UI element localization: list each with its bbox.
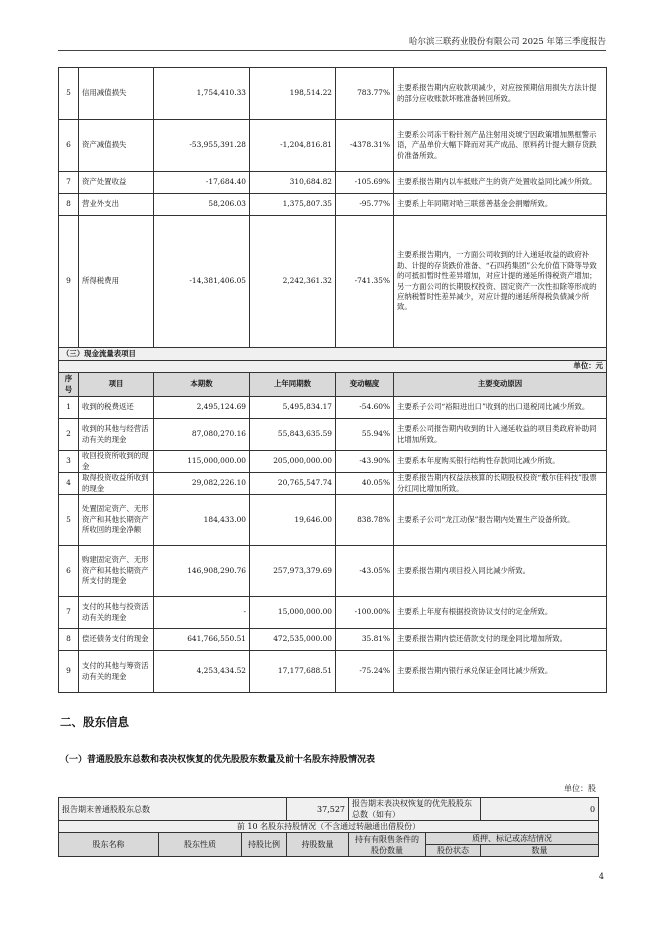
row-previous-value: 20,765,547.74 — [250, 473, 336, 495]
cashflow-section-title: （三）现金流量表项目 — [59, 348, 607, 361]
table-row — [59, 194, 607, 216]
row-number: 5 — [59, 495, 79, 546]
col-restricted-shares: 持有有限售条件的股份数量 — [349, 833, 426, 857]
row-number: 9 — [59, 651, 79, 693]
row-item: 营业外支出 — [79, 194, 154, 216]
row-current-value: 641,766,550.51 — [154, 629, 250, 651]
row-previous-value: 310,684.82 — [250, 172, 336, 194]
row-change-pct: -43.05% — [336, 546, 394, 597]
row-previous-value: -1,204,816.81 — [250, 120, 336, 172]
row-reason: 主要系子公司“龙江动保”报告期内处置生产设备所致。 — [394, 495, 607, 546]
row-reason: 主要系公司冻干粉针剂产品注射用炎琥宁因政策增加黑框警示语，产品单价大幅下降而对其产成品、原料药计提大额存货跌价准备所致。 — [394, 120, 607, 172]
row-current-value: 87,080,270.16 — [154, 419, 250, 451]
row-current-value: 184,433.00 — [154, 495, 250, 546]
row-current-value: -53,955,391.28 — [154, 120, 250, 172]
row-previous-value: 472,535,000.00 — [250, 629, 336, 651]
row-item: 支付的其他与投资活动有关的现金 — [79, 597, 154, 629]
row-current-value: 1,754,410.33 — [154, 68, 250, 120]
table-row — [59, 451, 607, 473]
row-change-pct: 783.77% — [336, 68, 394, 120]
row-previous-value: 198,514.22 — [250, 68, 336, 120]
row-number: 8 — [59, 629, 79, 651]
row-item: 收到的税费返还 — [79, 397, 154, 419]
col-pledge-status: 质押、标记或冻结情况 — [426, 833, 599, 845]
col-share-ratio: 持股比例 — [242, 833, 287, 857]
row-item: 所得税费用 — [79, 216, 154, 348]
page-number: 4 — [598, 872, 604, 881]
row-previous-value: 15,000,000.00 — [250, 597, 336, 629]
row-current-value: 2,495,124.69 — [154, 397, 250, 419]
row-reason: 主要系报告期内以车抵账产生的资产处置收益同比减少所致。 — [394, 172, 607, 194]
row-item: 收回投资所收到的现金 — [79, 451, 154, 473]
row-previous-value: 5,495,834.17 — [250, 397, 336, 419]
row-reason: 主要系报告期内偿还借款支付的现金同比增加所致。 — [394, 629, 607, 651]
row-item: 偿还债务支付的现金 — [79, 629, 154, 651]
row-change-pct: -75.24% — [336, 651, 394, 693]
cashflow-rows — [59, 397, 607, 693]
table-row — [59, 172, 607, 194]
table-row — [59, 495, 607, 546]
pref-shareholders-label: 报告期末表决权恢复的优先股股东总数（如有） — [349, 798, 481, 821]
row-previous-value: 257,973,379.69 — [250, 546, 336, 597]
col-header-reason: 主要变动原因 — [394, 373, 607, 397]
row-item: 处置固定资产、无形资产和其他长期资产所收回的现金净额 — [79, 495, 154, 546]
row-reason: 主要系本年度购买银行结构性存款同比减少所致。 — [394, 451, 607, 473]
row-current-value: 58,206.03 — [154, 194, 250, 216]
row-change-pct: 55.94% — [336, 419, 394, 451]
table-row — [59, 651, 607, 693]
shareholders-unit: 单位：股 — [564, 784, 596, 793]
row-change-pct: -105.69% — [336, 172, 394, 194]
pref-shareholders-value: 0 — [481, 798, 599, 821]
row-number: 8 — [59, 194, 79, 216]
row-current-value: -17,684.40 — [154, 172, 250, 194]
row-reason: 主要系报告期内项目投入同比减少所致。 — [394, 546, 607, 597]
row-number: 1 — [59, 397, 79, 419]
row-item: 资产处置收益 — [79, 172, 154, 194]
table-row — [59, 68, 607, 120]
row-current-value: 29,082,226.10 — [154, 473, 250, 495]
table-row — [59, 473, 607, 495]
col-shareholder-nature: 股东性质 — [159, 833, 242, 857]
row-reason: 主要系报告期内应收款项减少，对应按预期信用损失方法计提的部分应收账款坏账准备转回所致。 — [394, 68, 607, 120]
row-current-value: 4,253,434.52 — [154, 651, 250, 693]
row-change-pct: 35.81% — [336, 629, 394, 651]
col-header-previous: 上年同期数 — [250, 373, 336, 397]
row-previous-value: 205,000,000.00 — [250, 451, 336, 473]
row-item: 资产减值损失 — [79, 120, 154, 172]
table-row — [59, 120, 607, 172]
row-number: 5 — [59, 68, 79, 120]
row-change-pct: -54.60% — [336, 397, 394, 419]
row-previous-value: 2,242,361.32 — [250, 216, 336, 348]
row-number: 2 — [59, 419, 79, 451]
row-number: 7 — [59, 172, 79, 194]
total-shareholders-label: 报告期末普通股股东总数 — [59, 798, 287, 821]
row-change-pct: 40.05% — [336, 473, 394, 495]
col-header-no: 序号 — [59, 373, 79, 397]
row-number: 6 — [59, 546, 79, 597]
table-row — [59, 397, 607, 419]
row-number: 9 — [59, 216, 79, 348]
col-shareholder-name: 股东名称 — [59, 833, 159, 857]
row-current-value: -14,381,406.05 — [154, 216, 250, 348]
row-reason: 主要系上年同期对哈三联慈善基金会捐赠所致。 — [394, 194, 607, 216]
row-reason: 主要系报告期内银行承兑保证金同比减少所致。 — [394, 651, 607, 693]
income-rows — [59, 68, 607, 348]
row-current-value: 115,000,000.00 — [154, 451, 250, 473]
row-previous-value: 19,646.00 — [250, 495, 336, 546]
table-row — [59, 546, 607, 597]
row-number: 7 — [59, 597, 79, 629]
row-reason: 主要系子公司“裕阳进出口”收到的出口退税同比减少所致。 — [394, 397, 607, 419]
shareholders-table — [58, 797, 599, 857]
total-shareholders-value: 37,527 — [287, 798, 349, 821]
row-change-pct: -95.77% — [336, 194, 394, 216]
table-row — [59, 629, 607, 651]
row-change-pct: -4378.31% — [336, 120, 394, 172]
col-header-current: 本期数 — [154, 373, 250, 397]
row-change-pct: -741.35% — [336, 216, 394, 348]
row-current-value: - — [154, 597, 250, 629]
row-reason: 主要系报告期内权益法核算的长期股权投资“敷尔佳科技”股票分红同比增加所致。 — [394, 473, 607, 495]
col-share-status: 股份状态 — [426, 845, 481, 857]
row-change-pct: -100.00% — [336, 597, 394, 629]
row-reason: 主要系公司报告期内收到的计入递延收益的项目类政府补助同比增加所致。 — [394, 419, 607, 451]
table-row — [59, 216, 607, 348]
subsection-title-shareholders: （一）普通股股东总数和表决权恢复的优先股股东数量及前十名股东持股情况表 — [60, 755, 376, 765]
top10-label: 前 10 名股东持股情况（不含通过转融通出借股份） — [59, 821, 599, 833]
col-header-change: 变动幅度 — [336, 373, 394, 397]
row-item: 取得投资收益所收到的现金 — [79, 473, 154, 495]
row-number: 6 — [59, 120, 79, 172]
row-previous-value: 55,843,635.59 — [250, 419, 336, 451]
row-reason: 主要系上年度有根据投资协议支付的定金所致。 — [394, 597, 607, 629]
row-item: 信用减值损失 — [79, 68, 154, 120]
col-pledge-amount: 数量 — [481, 845, 599, 857]
row-item: 购建固定资产、无形资产和其他长期资产所支付的现金 — [79, 546, 154, 597]
row-previous-value: 1,375,807.35 — [250, 194, 336, 216]
row-change-pct: 838.78% — [336, 495, 394, 546]
row-reason: 主要系报告期内，一方面公司收到的计入递延收益的政府补助、计提的存货跌价准备、“石四药集团”公允价值下降等导致的可抵扣暂时性差异增加，对应计提的递延所得税资产增加；另一方面公司的长期股权投资、固定资产一次性扣除等形成的应纳税暂时性差异减少，对应计提的递延所得税负债减少所致。 — [394, 216, 607, 348]
row-number: 3 — [59, 451, 79, 473]
cashflow-unit: 单位：元 — [59, 361, 607, 373]
row-item: 收到的其他与经营活动有关的现金 — [79, 419, 154, 451]
row-item: 支付的其他与筹资活动有关的现金 — [79, 651, 154, 693]
row-change-pct: -43.90% — [336, 451, 394, 473]
col-header-item: 项目 — [79, 373, 154, 397]
table-row — [59, 597, 607, 629]
row-number: 4 — [59, 473, 79, 495]
table-row — [59, 419, 607, 451]
row-previous-value: 17,177,688.51 — [250, 651, 336, 693]
page-header: 哈尔滨三联药业股份有限公司 2025 年第三季度报告 — [58, 34, 606, 51]
section-title-shareholders: 二、股东信息 — [60, 715, 129, 729]
col-share-quantity: 持股数量 — [287, 833, 349, 857]
financial-table — [58, 67, 607, 693]
row-current-value: 146,908,290.76 — [154, 546, 250, 597]
